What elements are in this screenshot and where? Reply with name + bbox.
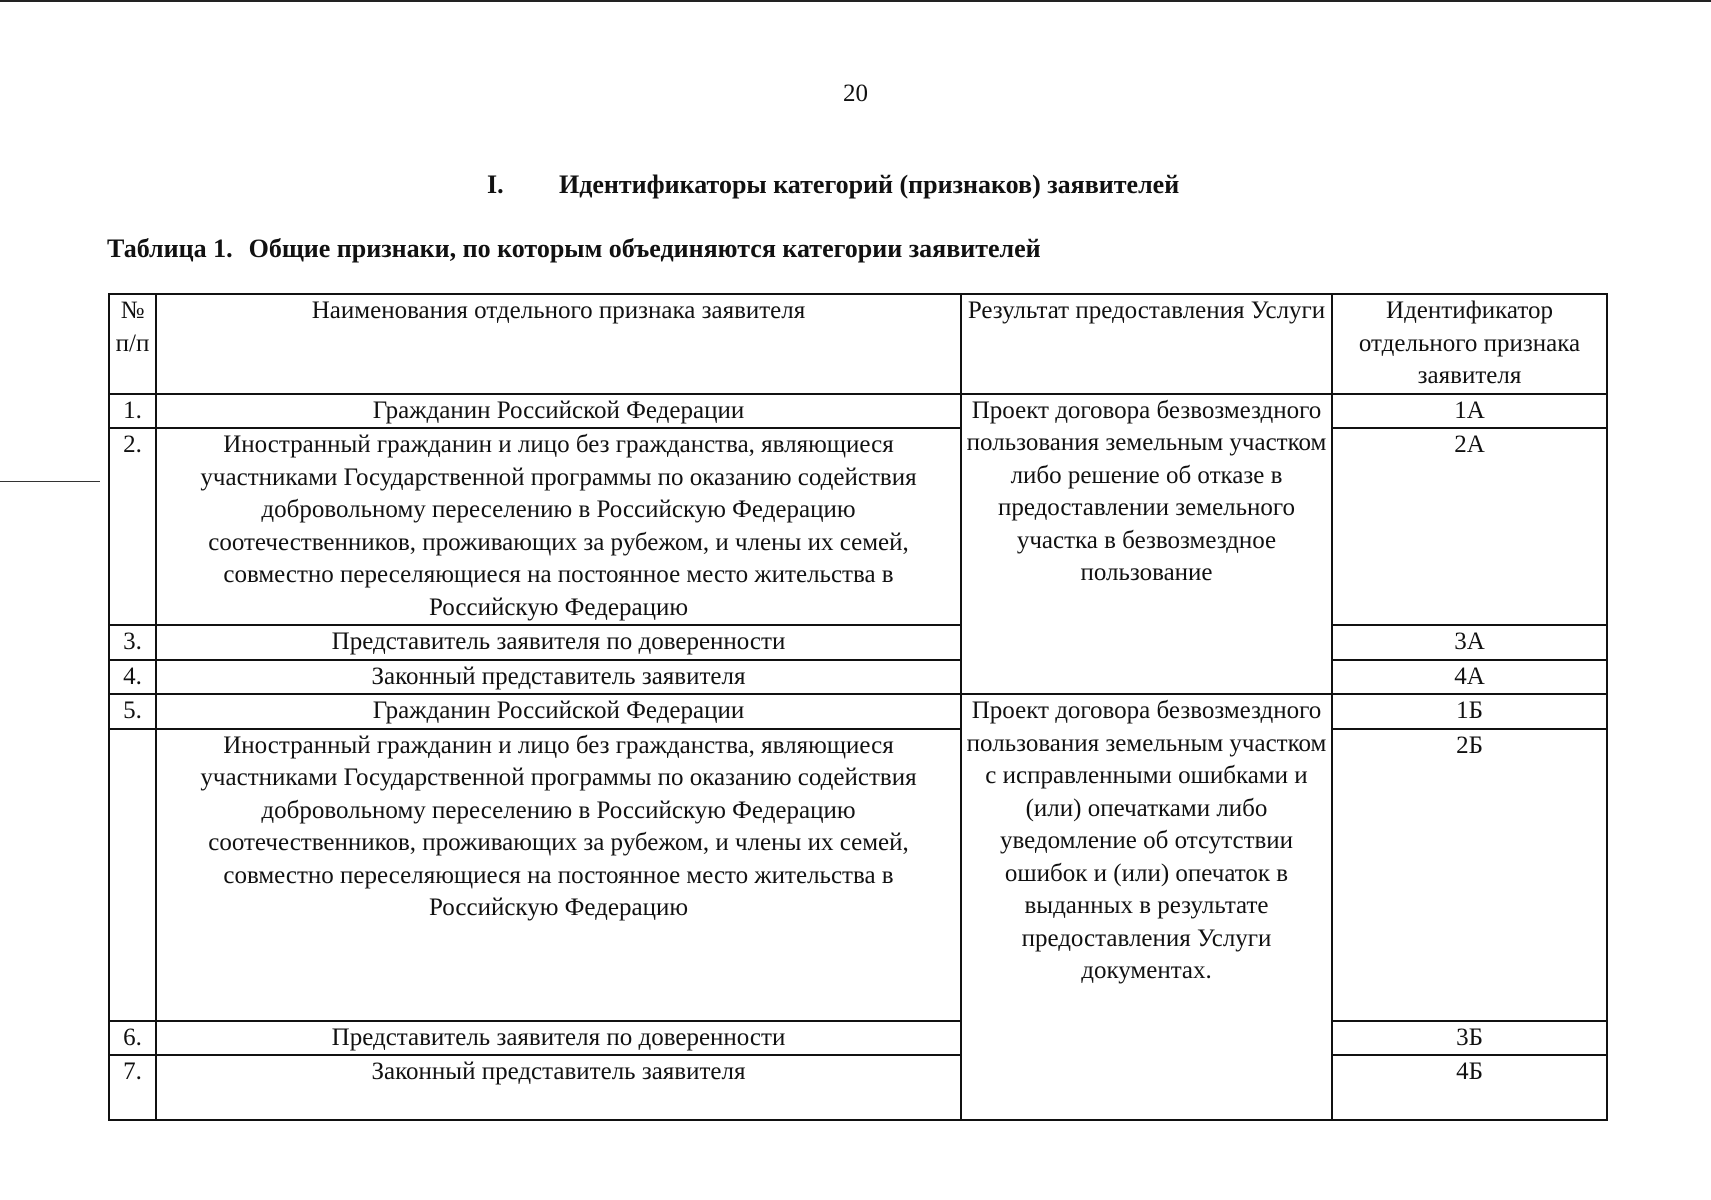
applicant-categories-table	[108, 293, 1608, 1121]
table-caption-text: Общие признаки, по которым объединяются категории заявителей	[248, 234, 1041, 263]
row-num: 3.	[109, 625, 156, 660]
row-num: 2.	[109, 428, 156, 625]
top-scan-edge	[0, 0, 1711, 2]
row-name: Законный представитель заявителя	[156, 1055, 961, 1120]
row-num	[109, 729, 156, 1021]
table-row	[109, 729, 1607, 1021]
row-id: 4А	[1332, 660, 1607, 695]
row-name: Иностранный гражданин и лицо без гражданства, являющиеся участниками Государственной программы по оказанию содействия добровольному переселению в Российскую Федерацию соотечественников, проживающих за рубежом, и члены их семей, совместно переселяющиеся на постоянное место жительства в Российскую Федерацию	[156, 428, 961, 625]
scan-margin-mark	[0, 481, 100, 482]
row-name: Иностранный гражданин и лицо без гражданства, являющиеся участниками Государственной программы по оказанию содействия добровольному переселению в Российскую Федерацию соотечественников, проживающих за рубежом, и члены их семей, совместно переселяющиеся на постоянное место жительства в Российскую Федерацию	[156, 729, 961, 1021]
table-row	[109, 694, 1607, 729]
header-name: Наименования отдельного признака заявителя	[156, 294, 961, 394]
row-id: 2А	[1332, 428, 1607, 625]
table-caption-label: Таблица 1.	[107, 234, 233, 263]
table-row	[109, 1021, 1607, 1056]
row-num: 7.	[109, 1055, 156, 1120]
table-row	[109, 1055, 1607, 1120]
result-cell-b: Проект договора безвозмездного пользования земельным участком с исправленными ошибками и (или) опечатками либо уведомление об отсутствии ошибок и (или) опечаток в выданных в результате предоставления Услуги документах.	[961, 694, 1332, 1120]
row-id: 3Б	[1332, 1021, 1607, 1056]
row-num: 1.	[109, 394, 156, 429]
row-name: Гражданин Российской Федерации	[156, 394, 961, 429]
row-name: Законный представитель заявителя	[156, 660, 961, 695]
row-id: 1Б	[1332, 694, 1607, 729]
header-result: Результат предоставления Услуги	[961, 294, 1332, 394]
header-num: № п/п	[109, 294, 156, 394]
row-name: Гражданин Российской Федерации	[156, 694, 961, 729]
row-id: 1А	[1332, 394, 1607, 429]
row-id: 4Б	[1332, 1055, 1607, 1120]
row-name: Представитель заявителя по доверенности	[156, 625, 961, 660]
table-row	[109, 394, 1607, 429]
table-row	[109, 625, 1607, 660]
table-header-row	[109, 294, 1607, 394]
header-id: Идентификатор отдельного признака заявителя	[1332, 294, 1607, 394]
table-row	[109, 660, 1607, 695]
section-title: Идентификаторы категорий (признаков) заявителей	[559, 170, 1180, 199]
table-row	[109, 428, 1607, 625]
row-id: 2Б	[1332, 729, 1607, 1021]
row-name: Представитель заявителя по доверенности	[156, 1021, 961, 1056]
row-num: 6.	[109, 1021, 156, 1056]
section-numeral: I.	[487, 170, 504, 199]
row-num: 5.	[109, 694, 156, 729]
row-num: 4.	[109, 660, 156, 695]
row-id: 3А	[1332, 625, 1607, 660]
page-number: 20	[843, 80, 868, 107]
table-caption	[107, 234, 1041, 264]
section-heading	[487, 170, 1179, 200]
result-cell-a: Проект договора безвозмездного пользования земельным участком либо решение об отказе в предоставлении земельного участка в безвозмездное пользование	[961, 394, 1332, 695]
